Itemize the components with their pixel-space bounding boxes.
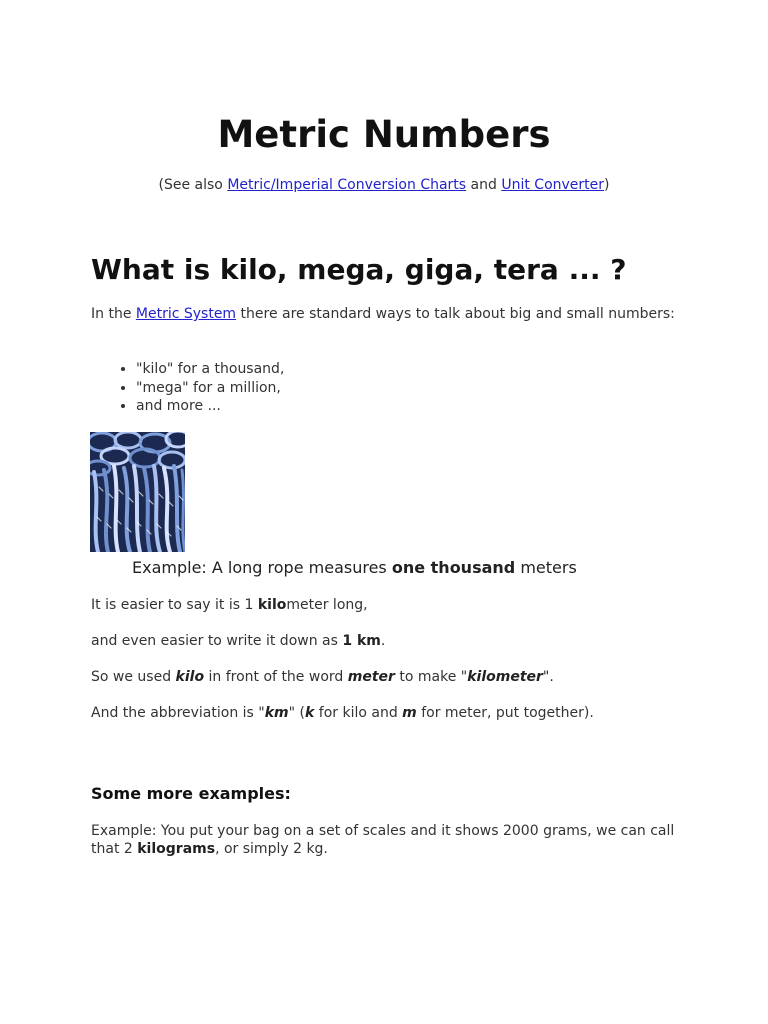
para4-text4: for meter, put together). <box>416 705 594 721</box>
paragraph-kilometer <box>91 596 691 614</box>
paragraph-km <box>91 632 691 650</box>
para1-bold: kilo <box>257 597 287 613</box>
conversion-charts-link[interactable]: Metric/Imperial Conversion Charts <box>227 177 467 193</box>
para5-prefix: Example: You put your bag on a set of scales and it shows 2000 grams, we can call that 2 <box>91 823 675 857</box>
paragraph-abbreviation <box>91 704 691 722</box>
para3-text2: in front of the word <box>204 669 348 685</box>
metric-system-link[interactable]: Metric System <box>135 306 237 322</box>
rope-coils-photo-icon <box>90 432 185 552</box>
page-title: Metric Numbers <box>217 113 551 156</box>
para1-suffix: meter long, <box>286 597 368 613</box>
para1-prefix: It is easier to say it is 1 <box>91 597 258 613</box>
para4-km: km <box>264 705 289 721</box>
paragraph-kilo-meter <box>91 668 691 686</box>
see-also-prefix: (See also <box>158 177 228 193</box>
example-rope <box>132 557 577 579</box>
para3-text4: ". <box>542 669 554 685</box>
para3-meter: meter <box>347 669 395 685</box>
unit-converter-link[interactable]: Unit Converter <box>501 177 605 193</box>
list-item: • "kilo" for a thousand, <box>136 360 284 379</box>
para4-k: k <box>305 705 315 721</box>
para3-kilometer: kilometer <box>467 669 543 685</box>
see-also-suffix: ) <box>604 177 610 193</box>
bullet-list <box>91 360 284 416</box>
see-also-middle: and <box>466 177 502 193</box>
para3-kilo: kilo <box>175 669 205 685</box>
see-also-line <box>0 175 768 195</box>
para2-bold: 1 km <box>342 633 381 649</box>
para5-bold: kilograms <box>137 841 216 857</box>
para4-m: m <box>402 705 417 721</box>
section-heading: What is kilo, mega, giga, tera ... ? <box>91 253 627 286</box>
list-item: • "mega" for a million, <box>136 379 284 398</box>
para4-text3: for kilo and <box>314 705 403 721</box>
para4-text2: " ( <box>288 705 305 721</box>
para2-prefix: and even easier to write it down as <box>91 633 343 649</box>
intro-prefix: In the <box>91 306 136 322</box>
para5-suffix: , or simply 2 kg. <box>215 841 328 857</box>
intro-paragraph <box>91 305 691 323</box>
para3-text1: So we used <box>91 669 176 685</box>
para3-text3: to make " <box>394 669 468 685</box>
more-examples-heading: Some more examples: <box>91 784 291 803</box>
intro-suffix: there are standard ways to talk about big and small numbers: <box>236 306 675 322</box>
example-bold: one thousand <box>391 558 516 577</box>
para2-suffix: . <box>380 633 386 649</box>
para4-text1: And the abbreviation is " <box>91 705 265 721</box>
example-prefix: Example: A long rope measures <box>132 558 392 577</box>
list-item: • and more ... <box>136 397 284 416</box>
paragraph-kilograms <box>91 822 691 858</box>
example-suffix: meters <box>515 558 577 577</box>
